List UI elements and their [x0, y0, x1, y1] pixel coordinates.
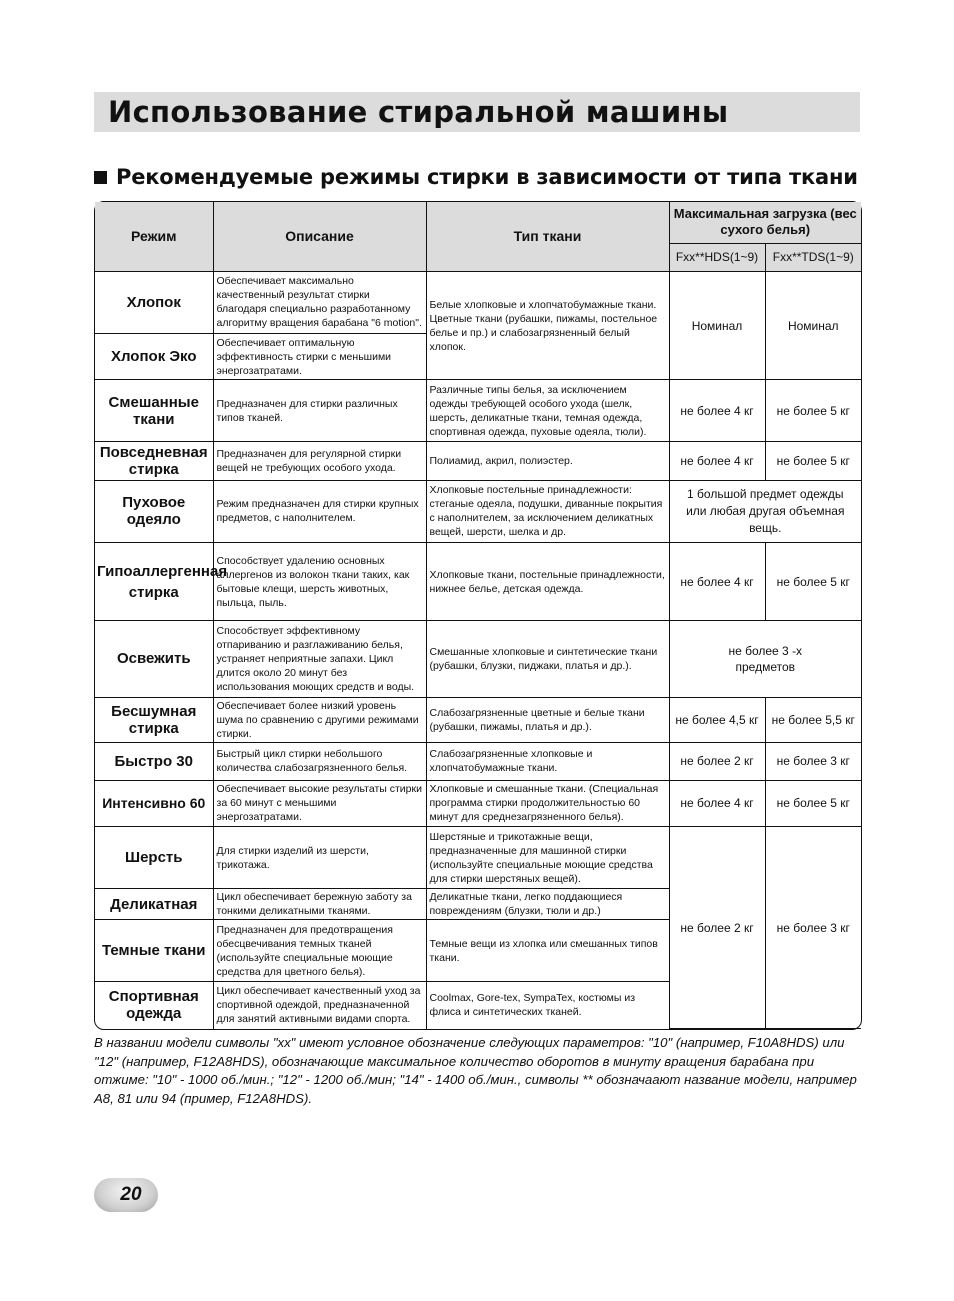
load-tds-intensive-60: не более 5 кг	[765, 780, 861, 826]
load-tds-mixed: не более 5 кг	[765, 380, 861, 442]
header-mode: Режим	[95, 202, 213, 271]
description-duvet: Режим предназначен для стирки крупных предметов, с наполнителем.	[213, 480, 426, 542]
page-title-bar	[94, 92, 860, 132]
description-delicate: Цикл обеспечивает бережную заботу за тонкими деликатными тканями.	[213, 889, 426, 920]
mode-cotton: Хлопок	[95, 271, 213, 333]
fabric-dark: Темные вещи из хлопка или смешанных типов ткани.	[426, 920, 669, 981]
load-hds-hypoallergenic: не более 4 кг	[669, 542, 765, 620]
load-tds-hypoallergenic: не более 5 кг	[765, 542, 861, 620]
description-hypoallergenic: Способствует удалению основных аллергенов из волокон ткани таких, как бытовые клещи, шерсть животных, пыльца, пыль.	[213, 542, 426, 620]
description-sportswear: Цикл обеспечивает качественный уход за спортивной одеждой, предназначенной для занятий активными видами спорта.	[213, 981, 426, 1028]
wash-modes-table	[94, 201, 862, 1030]
description-silent: Обеспечивает более низкий уровень шума по сравнению с другими режимами стирки.	[213, 697, 426, 742]
bullet-square-icon	[94, 171, 107, 184]
load-refresh: не более 3 -х предметов	[669, 621, 861, 697]
load-tds-cotton: Номинал	[765, 271, 861, 379]
mode-refresh: Освежить	[95, 621, 213, 697]
description-cotton-eco: Обеспечивает оптимальную эффективность стирки с меньшими энергозатратами.	[213, 334, 426, 380]
load-tds-quick-30: не более 3 кг	[765, 742, 861, 780]
load-hds-intensive-60: не более 4 кг	[669, 780, 765, 826]
mode-silent: Бесшумная стирка	[95, 697, 213, 742]
mode-duvet: Пуховое одеяло	[95, 480, 213, 542]
header-max-load: Максимальная загрузка (вес сухого белья)	[669, 202, 861, 243]
fabric-intensive-60: Хлопковые и смешанные ткани. (Специальная программа стирки продолжительностью 60 минут для среднезагрязненного белья).	[426, 780, 669, 826]
fabric-duvet: Хлопковые постельные принадлежности: стеганые одеяла, подушки, диванные покрытия с наполнителем, за исключением деликатных вещей, шерсти, шелка и др.	[426, 480, 669, 542]
mode-wool: Шерсть	[95, 827, 213, 889]
load-tds-daily: не более 5 кг	[765, 442, 861, 480]
header-model-tds: Fxx**TDS(1~9)	[765, 243, 861, 271]
fabric-quick-30: Слабозагрязненные хлопковые и хлопчатобумажные ткани.	[426, 742, 669, 780]
description-cotton: Обеспечивает максимально качественный результат стирки благодаря специально разработанному алгоритму вращения барабана "6 motion".	[213, 271, 426, 333]
load-hds-cotton: Номинал	[669, 271, 765, 379]
header-description: Описание	[213, 202, 426, 271]
description-mixed: Предназначен для стирки различных типов тканей.	[213, 380, 426, 442]
load-hds-silent: не более 4,5 кг	[669, 697, 765, 742]
load-tds-wool-group: не более 3 кг	[765, 827, 861, 1029]
mode-sportswear: Спортивная одежда	[95, 981, 213, 1028]
mode-mixed: Смешанные ткани	[95, 380, 213, 442]
fabric-cotton: Белые хлопковые и хлопчатобумажные ткани. Цветные ткани (рубашки, пижамы, постельное белье и пр.) и слабозагрязненный белый хлопок.	[426, 271, 669, 379]
description-wool: Для стирки изделий из шерсти, трикотажа.	[213, 827, 426, 889]
load-duvet: 1 большой предмет одежды или любая другая объемная вещь.	[669, 480, 861, 542]
header-model-hds: Fxx**HDS(1~9)	[669, 243, 765, 271]
fabric-sportswear: Coolmax, Gore-tex, SympaTex, костюмы из флиса и синтетических тканей.	[426, 981, 669, 1028]
page-title: Использование стиральной машины	[108, 95, 729, 129]
fabric-mixed: Различные типы белья, за исключением одежды требующей особого ухода (шелк, шерсть, деликатные ткани, темная одежда, спортивная одежда, пуховые одеяла, тюли).	[426, 380, 669, 442]
description-refresh: Способствует эффективному отпариванию и разглаживанию белья, устраняет неприятные запахи. Цикл длится около 20 минут без использования моющих средств и воды.	[213, 621, 426, 697]
load-hds-quick-30: не более 2 кг	[669, 742, 765, 780]
section-heading	[94, 160, 874, 194]
page-number: 20	[120, 1184, 142, 1205]
header-fabric: Тип ткани	[426, 202, 669, 271]
description-dark: Предназначен для предотвращения обесцвечивания темных тканей (используйте специальные моющие средства для цветного белья).	[213, 920, 426, 981]
load-hds-mixed: не более 4 кг	[669, 380, 765, 442]
mode-dark: Темные ткани	[95, 920, 213, 981]
fabric-daily: Полиамид, акрил, полиэстер.	[426, 442, 669, 480]
fabric-wool: Шерстяные и трикотажные вещи, предназначенные для машинной стирки (используйте специальные моющие средства для стирки шерстяных вещей).	[426, 827, 669, 889]
section-title: Рекомендуемые режимы стирки в зависимости от типа ткани	[116, 165, 858, 189]
description-daily: Предназначен для регулярной стирки вещей не требующих особого ухода.	[213, 442, 426, 480]
description-quick-30: Быстрый цикл стирки небольшого количества слабозагрязненного белья.	[213, 742, 426, 780]
mode-cotton-eco: Хлопок Эко	[95, 334, 213, 380]
mode-intensive-60: Интенсивно 60	[95, 780, 213, 826]
mode-delicate: Деликатная	[95, 889, 213, 920]
fabric-silent: Слабозагрязненные цветные и белые ткани (рубашки, пижамы, платья и др.).	[426, 697, 669, 742]
mode-quick-30: Быстро 30	[95, 742, 213, 780]
footnote: В названии модели символы "xx" имеют условное обозначение следующих параметров: "10" (например, F10A8HDS) или "12" (например, F12A8HDS), обозначающие максимальное количество оборотов в минуту вращения барабана при отжиме: "10" - 1000 об./мин.; "12" - 1200 об./мин; "14" - 1400 об./мин., символы ** обозначаают название модели, например A8, 81 или 94 (пример, F12A8HDS).	[94, 1035, 857, 1106]
fabric-refresh: Смешанные хлопковые и синтетические ткани (рубашки, блузки, пиджаки, платья и др.).	[426, 621, 669, 697]
load-tds-silent: не более 5,5 кг	[765, 697, 861, 742]
fabric-hypoallergenic: Хлопковые ткани, постельные принадлежности, нижнее белье, детская одежда.	[426, 542, 669, 620]
load-hds-daily: не более 4 кг	[669, 442, 765, 480]
page-number-badge	[94, 1178, 158, 1212]
load-hds-wool-group: не более 2 кг	[669, 827, 765, 1029]
mode-daily: Повседневная стирка	[95, 442, 213, 480]
fabric-delicate: Деликатные ткани, легко поддающиеся повреждениям (блузки, тюли и др.)	[426, 889, 669, 920]
mode-hypoallergenic: Гипоаллергенная стирка	[95, 542, 213, 620]
description-intensive-60: Обеспечивает высокие результаты стирки за 60 минут с меньшими энергозатратами.	[213, 780, 426, 826]
